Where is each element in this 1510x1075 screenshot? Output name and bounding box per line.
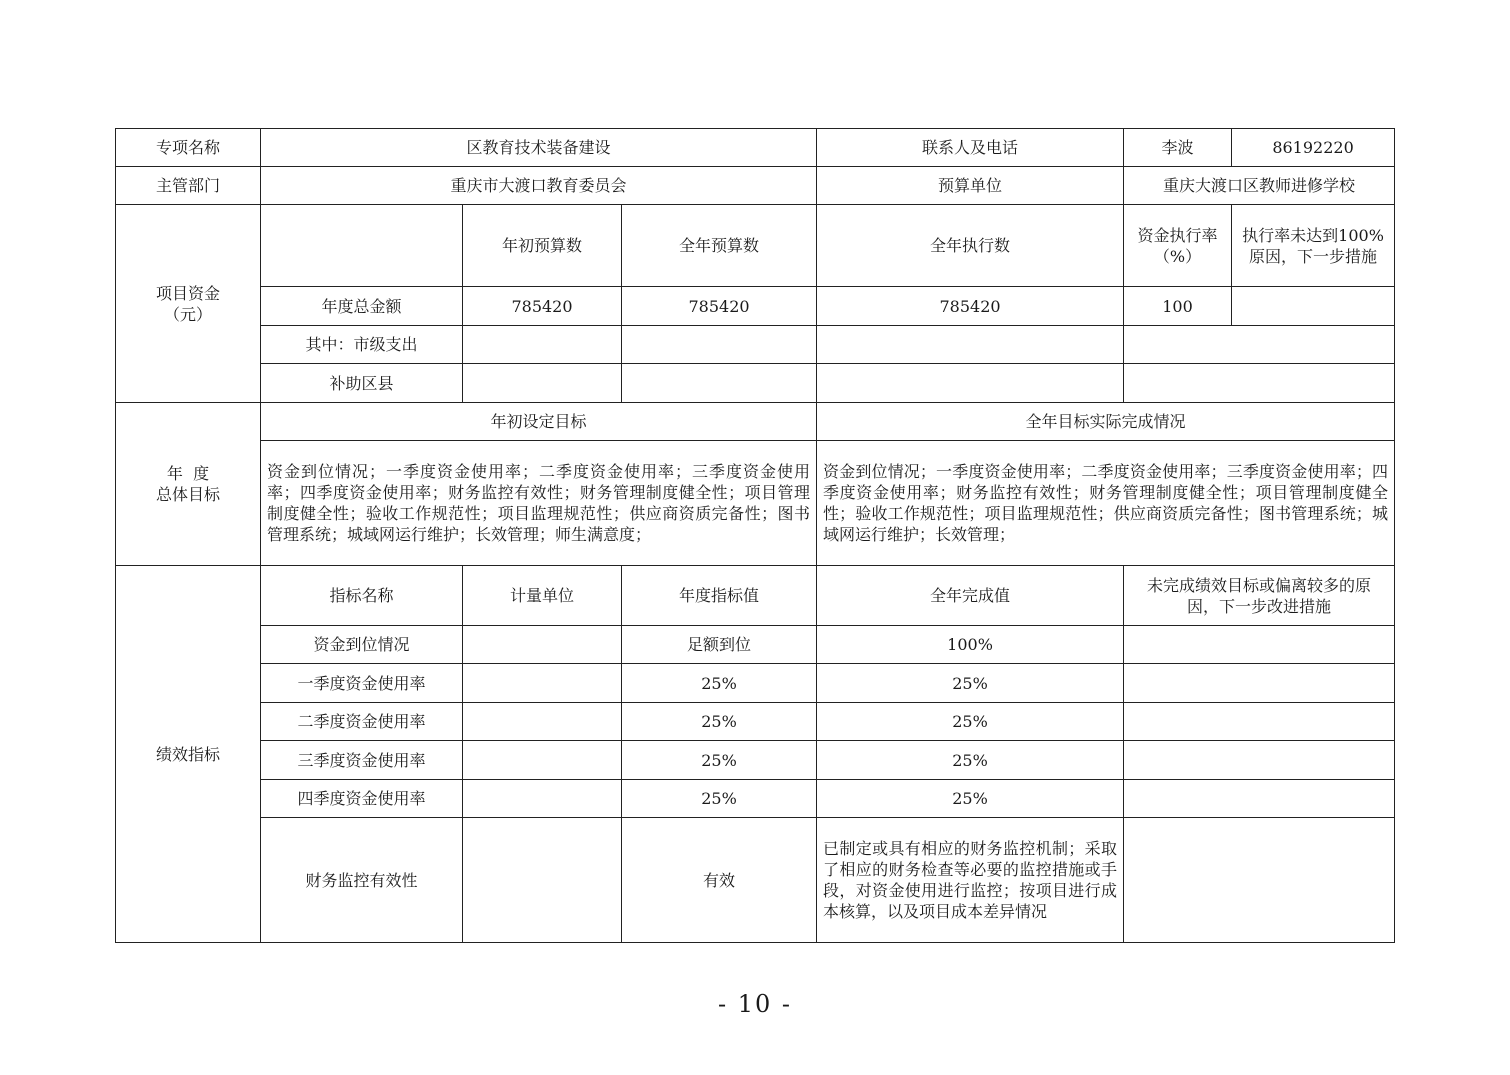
funds-row-label: 年度总金额 (261, 287, 463, 326)
indicator-target: 有效 (622, 818, 817, 943)
indicator-row (116, 780, 1395, 818)
funds-row-label: 其中：市级支出 (261, 326, 463, 364)
indicator-unit (463, 703, 622, 741)
indicator-target: 25% (622, 703, 817, 741)
indicators-col-target: 年度指标值 (622, 566, 817, 626)
funds-col-full: 全年预算数 (622, 205, 817, 287)
goals-header-row (116, 403, 1395, 441)
indicators-col-actual: 全年完成值 (817, 566, 1124, 626)
project-name-row (116, 129, 1395, 167)
funds-col-exec: 全年执行数 (817, 205, 1124, 287)
indicator-target: 足额到位 (622, 626, 817, 664)
indicator-name: 一季度资金使用率 (261, 664, 463, 703)
project-name-value: 区教育技术装备建设 (261, 129, 817, 167)
funds-row-reason (1232, 287, 1395, 326)
goals-actual-label: 全年目标实际完成情况 (817, 403, 1395, 441)
goals-section-label-line2: 总体目标 (155, 485, 220, 504)
indicator-name: 三季度资金使用率 (261, 741, 463, 780)
funds-row-full (622, 364, 817, 403)
indicator-actual: 25% (817, 664, 1124, 703)
indicator-reason (1124, 664, 1395, 703)
indicators-col-unit: 计量单位 (463, 566, 622, 626)
indicator-target: 25% (622, 741, 817, 780)
page-number: - 10 - (717, 990, 792, 1018)
indicator-unit (463, 664, 622, 703)
funds-row-label: 补助区县 (261, 364, 463, 403)
funds-row-initial (463, 364, 622, 403)
goals-body-row (116, 441, 1395, 566)
funds-row-exec: 785420 (817, 287, 1124, 326)
contact-phone: 86192220 (1232, 129, 1395, 167)
indicator-reason (1124, 818, 1395, 943)
indicator-name: 二季度资金使用率 (261, 703, 463, 741)
indicator-reason (1124, 626, 1395, 664)
indicator-actual: 已制定或具有相应的财务监控机制；采取了相应的财务检查等必要的监控措施或手段，对资金使用进行监控；按项目进行成本核算，以及项目成本差异情况 (817, 818, 1124, 943)
contact-name: 李波 (1124, 129, 1232, 167)
funds-row-exec (817, 326, 1124, 364)
project-name-label: 专项名称 (116, 129, 261, 167)
indicators-col-reason: 未完成绩效目标或偏离较多的原因，下一步改进措施 (1124, 566, 1395, 626)
indicator-actual: 100% (817, 626, 1124, 664)
contact-label: 联系人及电话 (817, 129, 1124, 167)
funds-row-rate (1124, 326, 1395, 364)
indicator-name: 资金到位情况 (261, 626, 463, 664)
funds-header-blank (261, 205, 463, 287)
indicator-name: 四季度资金使用率 (261, 780, 463, 818)
indicator-unit (463, 741, 622, 780)
funds-row-district (116, 364, 1395, 403)
funds-col-initial: 年初预算数 (463, 205, 622, 287)
indicator-target: 25% (622, 780, 817, 818)
funds-row-full: 785420 (622, 287, 817, 326)
indicator-target: 25% (622, 664, 817, 703)
funds-section-label-text: 项目资金 （元） (155, 283, 220, 324)
indicator-reason (1124, 741, 1395, 780)
funds-col-rate: 资金执行率（%） (1124, 205, 1232, 287)
indicators-col-name: 指标名称 (261, 566, 463, 626)
funds-row-rate: 100 (1124, 287, 1232, 326)
indicator-reason (1124, 703, 1395, 741)
department-label: 主管部门 (116, 167, 261, 205)
indicator-reason (1124, 780, 1395, 818)
funds-row-rate (1124, 364, 1395, 403)
performance-report-table (115, 128, 1395, 943)
indicator-row (116, 703, 1395, 741)
goals-actual-text: 资金到位情况；一季度资金使用率；二季度资金使用率；三季度资金使用率；四季度资金使用率；财务监控有效性；财务管理制度健全性；项目管理制度健全性；验收工作规范性；项目监理规范性；供应商资质完备性；图书管理系统；城域网运行维护；长效管理； (817, 441, 1395, 566)
indicators-header-row (116, 566, 1395, 626)
goals-section-label (116, 403, 261, 566)
indicator-unit (463, 818, 622, 943)
budget-unit-value: 重庆大渡口区教师进修学校 (1124, 167, 1395, 205)
indicators-section-label: 绩效指标 (116, 566, 261, 943)
goals-set-text: 资金到位情况；一季度资金使用率；二季度资金使用率；三季度资金使用率；四季度资金使用率；财务监控有效性；财务管理制度健全性；项目管理制度健全性；验收工作规范性；项目监理规范性；供应商资质完备性；图书管理系统；城域网运行维护；长效管理；师生满意度； (261, 441, 817, 566)
indicator-row (116, 626, 1395, 664)
funds-header-row (116, 205, 1395, 287)
funds-row-total (116, 287, 1395, 326)
indicator-row (116, 741, 1395, 780)
indicator-actual: 25% (817, 780, 1124, 818)
goals-set-label: 年初设定目标 (261, 403, 817, 441)
indicator-unit (463, 626, 622, 664)
funds-row-full (622, 326, 817, 364)
indicator-row (116, 818, 1395, 943)
indicator-actual: 25% (817, 741, 1124, 780)
indicator-row (116, 664, 1395, 703)
funds-row-city (116, 326, 1395, 364)
indicator-unit (463, 780, 622, 818)
funds-col-reason: 执行率未达到100% 原因，下一步措施 (1232, 205, 1395, 287)
funds-section-label (116, 205, 261, 403)
budget-unit-label: 预算单位 (817, 167, 1124, 205)
indicator-actual: 25% (817, 703, 1124, 741)
indicator-name: 财务监控有效性 (261, 818, 463, 943)
department-row (116, 167, 1395, 205)
funds-row-initial: 785420 (463, 287, 622, 326)
department-value: 重庆市大渡口教育委员会 (261, 167, 817, 205)
funds-row-initial (463, 326, 622, 364)
funds-row-exec (817, 364, 1124, 403)
goals-section-label-line1: 年 度 (166, 464, 210, 483)
